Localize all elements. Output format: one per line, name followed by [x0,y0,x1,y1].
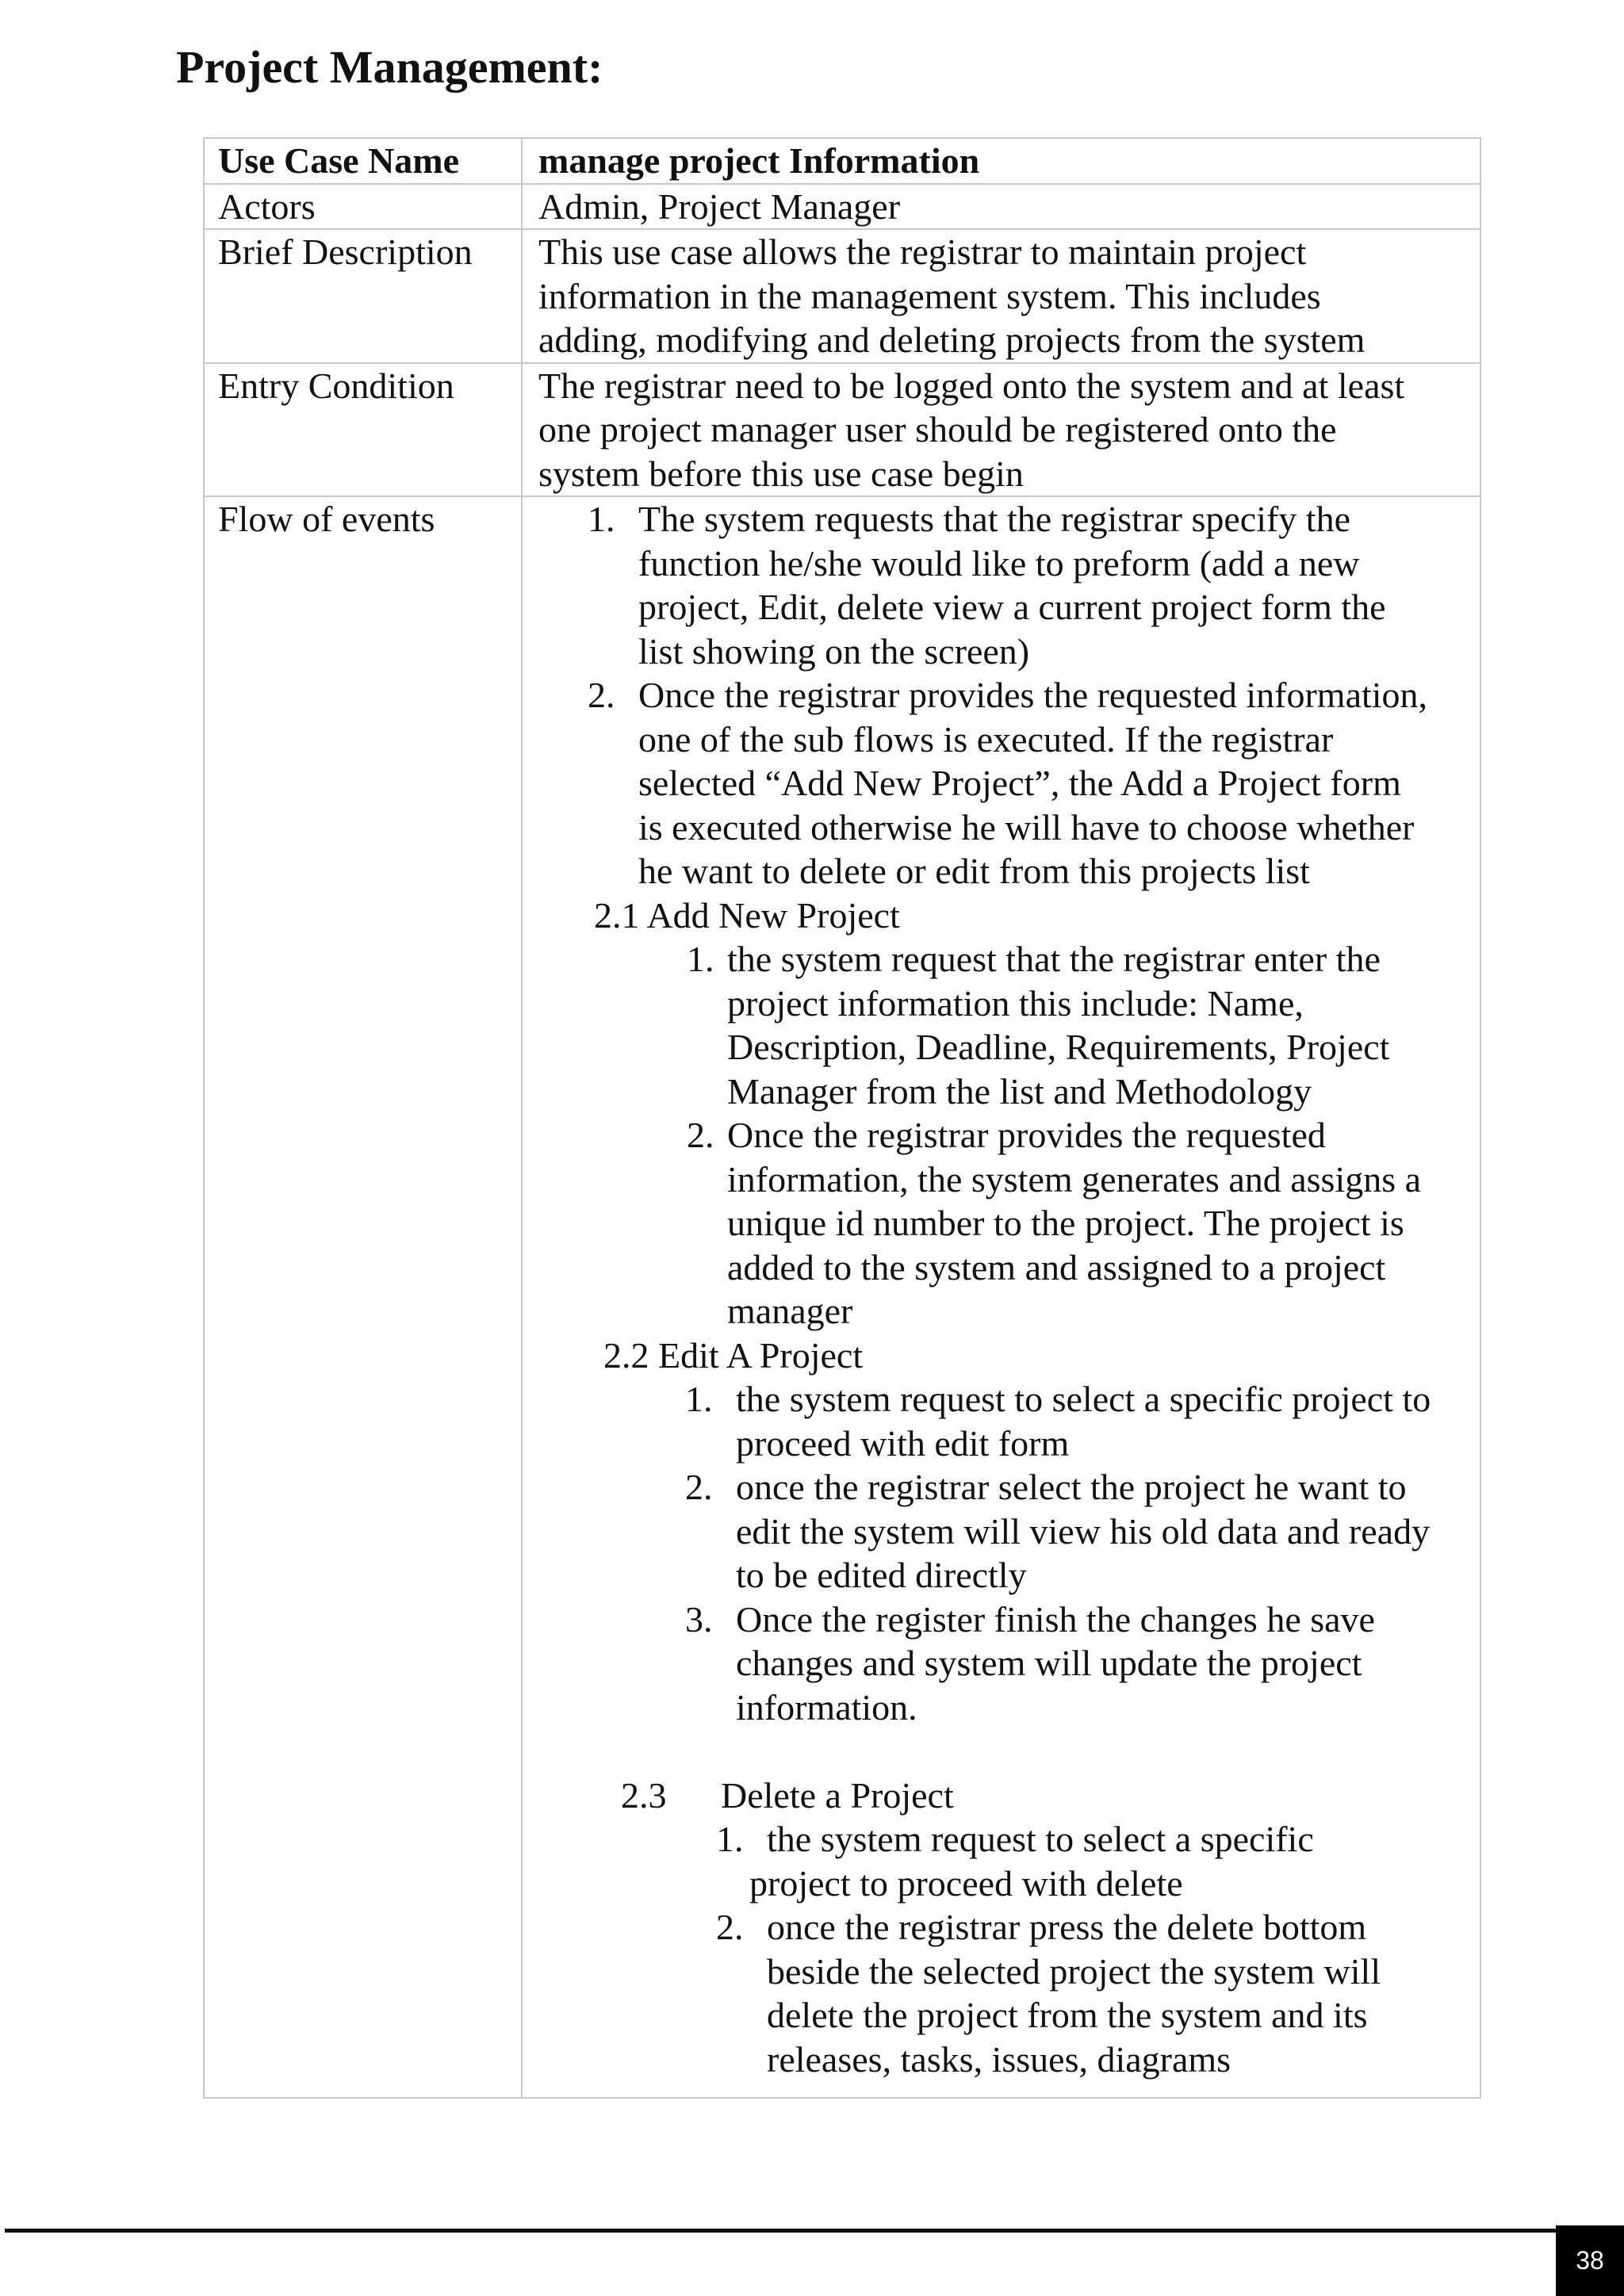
step-line: function he/she would like to preform (add a new [638,542,1360,584]
step-line: is executed otherwise he will have to choose whether [638,806,1415,848]
step-line: to be edited directly [736,1555,1027,1595]
entry-condition-row [204,363,1480,497]
use-case-name-row [204,138,1480,184]
step-line: once the registrar select the project he want to [736,1467,1407,1507]
step-line: Description, Deadline, Requirements, Project [727,1027,1390,1067]
step-line: releases, tasks, issues, diagrams [767,2038,1231,2080]
step-line: beside the selected project the system will [767,1950,1381,1992]
entry-condition-label: Entry Condition [204,363,522,497]
blank-line [538,1729,1473,1774]
step-number: 1. [687,939,714,979]
step-number: 2. [588,675,615,715]
flow-of-events-row [204,496,1480,2098]
step-line: selected “Add New Project”, the Add a Project form [638,763,1401,803]
actors-value: Admin, Project Manager [522,184,1480,230]
step-line: project information this include: Name, [727,982,1304,1024]
add-project-step-2 [538,1113,1473,1334]
step-number: 2. [685,1467,713,1507]
description-line: adding, modifying and deleting projects from the system [538,320,1365,360]
step-line: Once the registrar provides the requested information, [638,675,1428,715]
step-line: he want to delete or edit from this projects list [638,851,1310,891]
flow-of-events-label: Flow of events [204,496,522,2098]
step-line: edit the system will view his old data and ready [736,1510,1431,1552]
description-line: This use case allows the registrar to maintain project [538,232,1307,272]
delete-project-step-1 [538,1817,1473,1905]
step-line: proceed with edit form [736,1422,1070,1464]
subflow-heading-add: 2.1 Add New Project [594,894,900,936]
subflow-title: Delete a Project [721,1774,954,1816]
step-line: The system requests that the registrar specify the [638,499,1350,539]
edit-project-step-3 [538,1598,1473,1730]
step-number: 2. [716,1907,744,1947]
flow-step-1 [538,497,1473,673]
flow-step-2 [538,673,1473,894]
entry-line: system before this use case begin [538,453,1024,494]
step-line: added to the system and assigned to a project [727,1246,1386,1288]
step-line: project to proceed with delete [749,1862,1183,1904]
use-case-name-value: manage project Information [522,138,1480,184]
page-number: 38 [1556,2225,1624,2296]
footer-rule [5,2229,1557,2233]
brief-description-row [204,229,1480,363]
step-line: delete the project from the system and its [767,1995,1368,2035]
use-case-name-label: Use Case Name [204,138,522,184]
subflow-heading-delete [538,1774,1473,1818]
use-case-table [203,137,1481,2099]
actors-row [204,184,1480,230]
step-line: manager [727,1291,853,1331]
subflow-heading-edit: 2.2 Edit A Project [603,1334,864,1376]
step-line: Manager from the list and Methodology [727,1070,1312,1112]
step-line: Once the registrar provides the requested [727,1115,1326,1155]
actors-label: Actors [204,184,522,230]
step-line: one of the sub flows is executed. If the registrar [638,718,1334,760]
description-line: information in the management system. This includes [538,275,1321,316]
entry-condition-value [522,363,1480,497]
entry-line: one project manager user should be registered onto the [538,409,1337,450]
step-line: information, the system generates and assigns a [727,1158,1422,1200]
step-line: the system request to select a specific [767,1819,1314,1859]
step-line: changes and system will update the project [736,1643,1362,1683]
page-title: Project Management: [176,41,603,93]
delete-project-step-2 [538,1905,1473,2081]
add-project-step-1 [538,937,1473,1113]
step-number: 1. [716,1819,744,1859]
edit-project-step-2 [538,1465,1473,1598]
step-number: 3. [685,1598,713,1640]
step-number: 1. [685,1379,713,1419]
step-line: project, Edit, delete view a current project form the [638,587,1386,627]
flow-of-events-value [522,496,1480,2098]
step-line: once the registrar press the delete bottom [767,1907,1367,1947]
subflow-number: 2.3 [621,1774,667,1816]
edit-project-step-1 [538,1377,1473,1465]
step-line: unique id number to the project. The project is [727,1203,1404,1243]
brief-description-value [522,229,1480,363]
step-line: the system request to select a specific project to [736,1379,1431,1419]
step-number: 1. [588,499,615,539]
brief-description-label: Brief Description [204,229,522,363]
step-number: 2. [687,1115,714,1155]
step-line: Once the register finish the changes he save [736,1598,1375,1640]
step-line: the system request that the registrar enter the [727,939,1381,979]
entry-line: The registrar need to be logged onto the system and at least [538,365,1405,406]
step-line: information. [736,1686,917,1728]
step-line: list showing on the screen) [638,630,1030,672]
